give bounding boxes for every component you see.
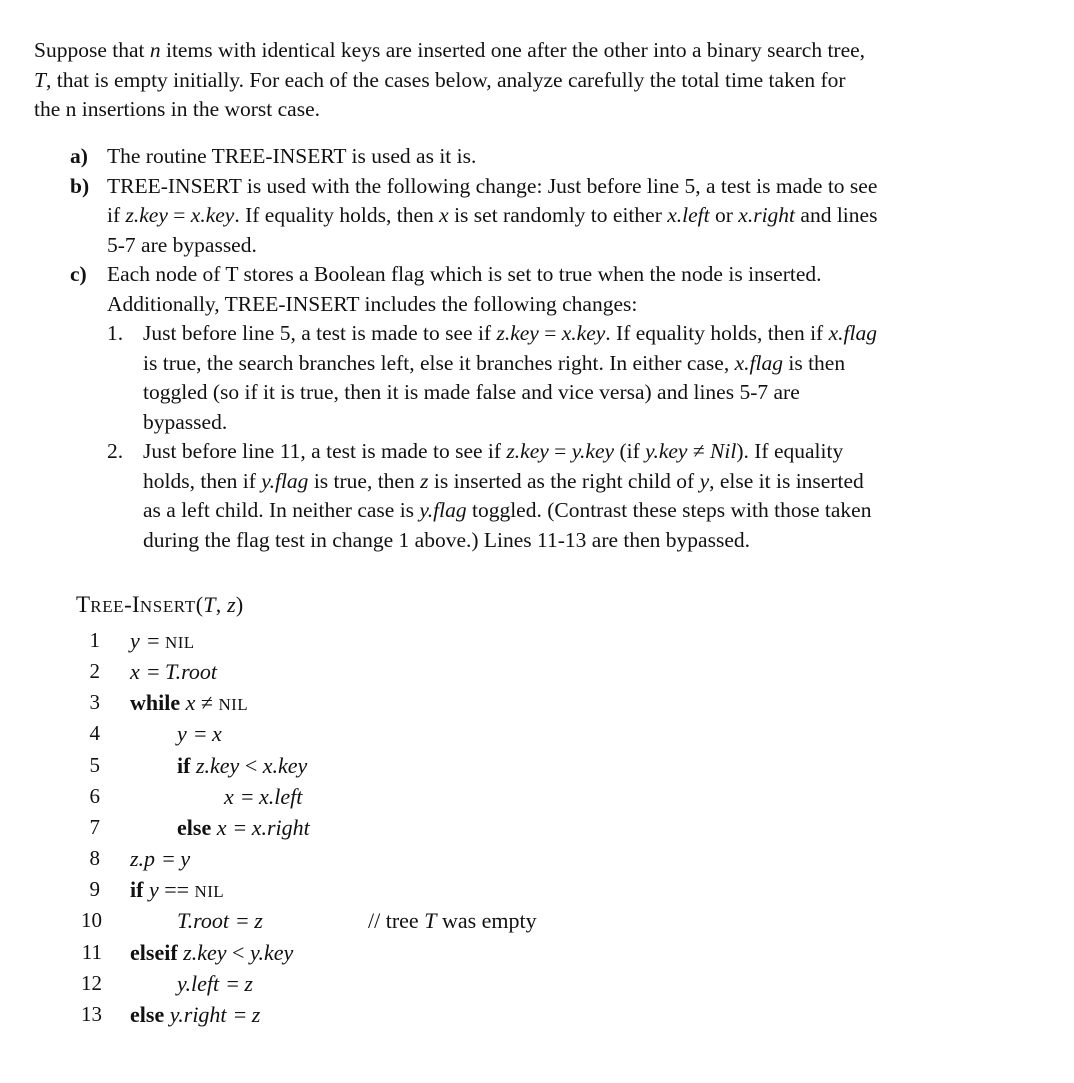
question-b-line-1: TREE-INSERT is used with the following change: Just before line 5, a test is made to see: [107, 173, 878, 198]
line-number: 10: [81, 908, 102, 932]
change-item-1-line-2: is true, the search branches left, else it branches right. In either case, x.flag is then: [143, 350, 846, 375]
question-c-line-1: Each node of T stores a Boolean flag which is set to true when the node is inserted.: [107, 262, 822, 286]
code-line: y = NIL: [130, 628, 195, 653]
line-number: 9: [89, 877, 100, 901]
line-number: 4: [89, 721, 100, 745]
change-item-1-line-1: Just before line 5, a test is made to see if z.key = x.key. If equality holds, then if x.flag: [143, 321, 877, 345]
question-list: [70, 142, 1050, 555]
question-c-line-2: Additionally, TREE-INSERT includes the following changes:: [107, 291, 638, 316]
line-number: 13: [81, 1002, 102, 1026]
line-number: 12: [81, 971, 102, 995]
change-item-1-line-4: bypassed.: [143, 409, 228, 434]
code-line: x = T.root: [130, 659, 217, 684]
question-c-label: c): [70, 262, 87, 286]
change-item-1-line-3: toggled (so if it is true, then it is made false and vice versa) and lines 5-7 are: [143, 380, 800, 404]
line-number: 7: [89, 815, 100, 839]
question-b-line-2: if z.key = x.key. If equality holds, then x is set randomly to either x.left or x.right and lines: [107, 203, 878, 227]
line-number: 6: [89, 784, 100, 808]
problem-statement-line-2: T, that is empty initially. For each of the cases below, analyze carefully the total time taken for: [34, 67, 846, 92]
code-line: else x = x.right: [177, 815, 310, 840]
change-item-2-line-2: holds, then if y.flag is true, then z is inserted as the right child of y, else it is inserted: [143, 468, 864, 493]
change-item-2-line-3: as a left child. In neither case is y.flag toggled. (Contrast these steps with those taken: [143, 498, 872, 522]
line-number: 3: [89, 690, 100, 714]
problem-statement-line-3: the n insertions in the worst case.: [34, 97, 321, 121]
code-comment: // tree T was empty: [368, 908, 537, 933]
code-line: y = x: [177, 721, 222, 746]
change-item-2-line-1: Just before line 11, a test is made to see if z.key = y.key (if y.key ≠ Nil). If equality: [143, 439, 844, 463]
line-number: 2: [89, 659, 100, 683]
change-item-1: [107, 319, 1050, 437]
question-a-label: a): [70, 144, 88, 168]
change-item-2-line-4: during the flag test in change 1 above.) Lines 11-13 are then bypassed.: [143, 527, 750, 552]
question-a: [70, 142, 1050, 172]
code-line: while x ≠ NIL: [130, 690, 248, 715]
code-line: elseif z.key < y.key: [130, 940, 294, 965]
line-number: 5: [89, 753, 100, 777]
question-a-text: The routine TREE-INSERT is used as it is.: [107, 144, 477, 168]
change-item-2: [107, 437, 1050, 555]
code-line: z.p = y: [130, 846, 191, 871]
code-line: if z.key < x.key: [177, 753, 308, 778]
question-b-label: b): [70, 173, 90, 198]
code-line: x = x.left: [224, 784, 303, 809]
question-b-line-3: 5-7 are bypassed.: [107, 232, 257, 257]
code-line: T.root = z: [177, 908, 263, 933]
line-number: 8: [89, 846, 100, 870]
change-item-1-label: 1.: [107, 321, 124, 345]
question-b: [70, 172, 1050, 261]
change-item-2-label: 2.: [107, 439, 124, 463]
problem-statement-line-1: Suppose that n items with identical keys are inserted one after the other into a binary search tree,: [34, 38, 866, 62]
line-number: 11: [81, 940, 102, 964]
question-c: [70, 260, 1050, 555]
code-line: if y == NIL: [130, 877, 225, 902]
code-line: y.left = z: [177, 971, 253, 996]
change-list: [107, 319, 1050, 555]
code-line: else y.right = z: [130, 1002, 261, 1027]
line-number: 1: [89, 628, 100, 652]
algorithm-title: TREE-INSERT(T, z): [76, 592, 244, 617]
problem-statement: [34, 36, 1034, 125]
